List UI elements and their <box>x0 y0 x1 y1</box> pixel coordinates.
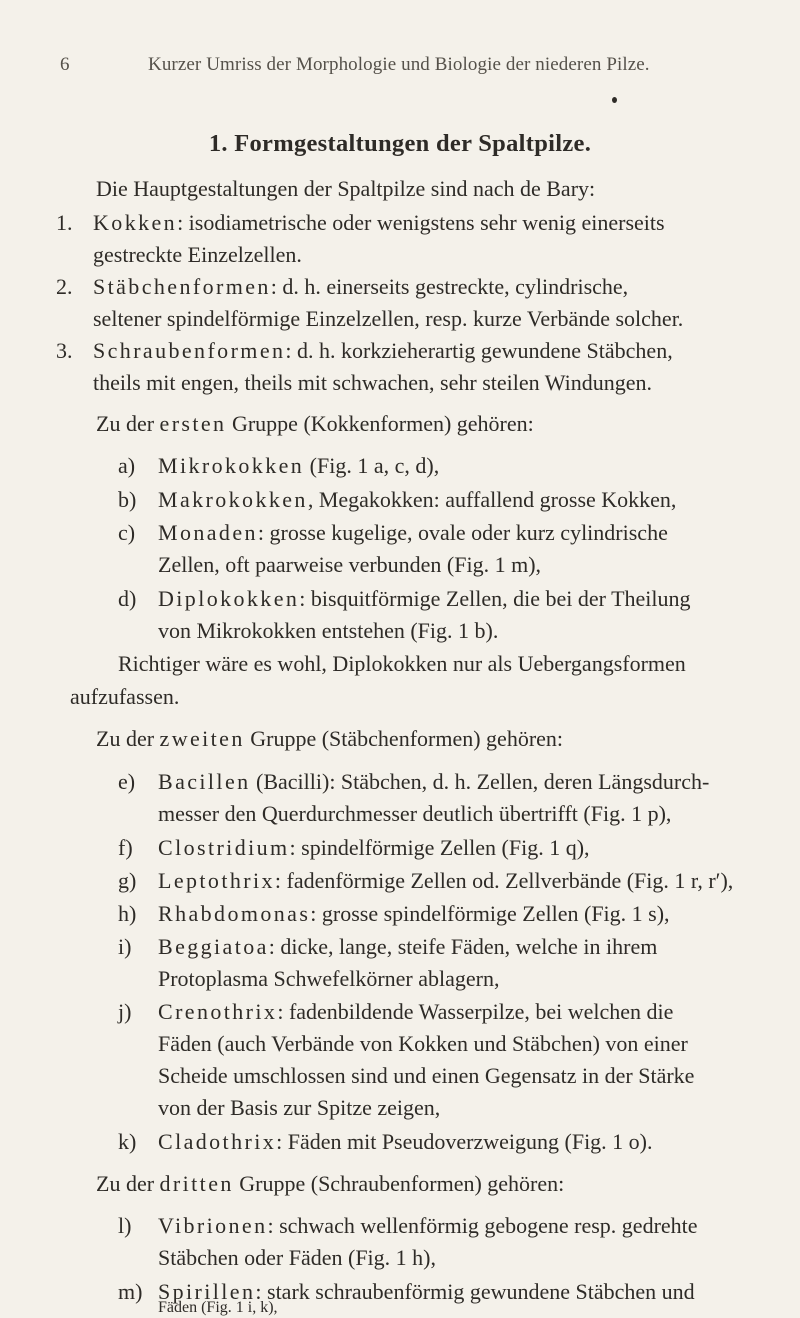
group-heading: Zu der ersten Gruppe (Kokkenformen) gehören: <box>96 411 534 436</box>
item-label: i) <box>118 934 132 959</box>
list-item: Beggiatoa: dicke, lange, steife Fäden, welche in ihrem <box>158 934 658 959</box>
list-item: Vibrionen: schwach wellenförmig gebogene resp. gedrehte <box>158 1213 698 1238</box>
list-item: Diplokokken: bisquitförmige Zellen, die bei der Theilung <box>158 586 691 611</box>
group-heading: Zu der zweiten Gruppe (Stäbchenformen) gehören: <box>96 726 564 751</box>
list-item: Bacillen (Bacilli): Stäbchen, d. h. Zellen, deren Längsdurch- <box>158 769 710 794</box>
list-item-continuation: Fäden (Fig. 1 i, k), <box>158 1299 278 1316</box>
running-header <box>60 54 740 84</box>
term: Mikrokokken <box>158 453 305 478</box>
list-item: Rhabdomonas: grosse spindelförmige Zellen (Fig. 1 s), <box>158 901 670 926</box>
item-label: m) <box>118 1279 143 1304</box>
term: Leptothrix <box>158 868 275 893</box>
term: Kokken <box>93 210 178 235</box>
list-item-continuation: messer den Querdurchmesser deutlich übertrifft (Fig. 1 p), <box>158 801 672 826</box>
term: Crenothrix <box>158 999 278 1024</box>
list-item-continuation: von der Basis zur Spitze zeigen, <box>158 1095 441 1120</box>
list-item: Clostridium: spindelförmige Zellen (Fig. 1 q), <box>158 835 590 860</box>
list-item: Schraubenformen: d. h. korkzieherartig gewundene Stäbchen, <box>93 338 673 363</box>
page-number: 6 <box>60 54 70 75</box>
list-item-continuation: Stäbchen oder Fäden (Fig. 1 h), <box>158 1245 436 1270</box>
list-item-continuation: Fäden (auch Verbände von Kokken und Stäbchen) von einer <box>158 1031 688 1056</box>
item-label: h) <box>118 901 137 926</box>
note-paragraph-continuation: aufzufassen. <box>70 684 180 709</box>
item-label: c) <box>118 520 136 545</box>
list-item: Leptothrix: fadenförmige Zellen od. Zellverbände (Fig. 1 r, r′), <box>158 868 734 893</box>
list-item: Kokken: isodiametrische oder wenigstens sehr wenig einerseits <box>93 210 665 235</box>
term: Stäbchenformen <box>93 274 271 299</box>
running-title: Kurzer Umriss der Morphologie und Biologie der niederen Pilze. <box>148 54 650 75</box>
section-title: 1. Formgestaltungen der Spaltpilze. <box>208 130 592 157</box>
list-item: Stäbchenformen: d. h. einerseits gestreckte, cylindrische, <box>93 274 629 299</box>
list-item-continuation: Zellen, oft paarweise verbunden (Fig. 1 m), <box>158 552 542 577</box>
intro-paragraph: Die Hauptgestaltungen der Spaltpilze sind nach de Bary: <box>96 176 596 201</box>
list-item: Makrokokken, Megakokken: auffallend grosse Kokken, <box>158 487 677 512</box>
ink-dot <box>612 97 617 103</box>
list-number: 2. <box>56 274 73 299</box>
group-heading: Zu der dritten Gruppe (Schraubenformen) gehören: <box>96 1171 565 1196</box>
list-item-continuation: Protoplasma Schwefelkörner ablagern, <box>158 966 500 991</box>
term: Vibrionen <box>158 1213 268 1238</box>
list-item-continuation: seltener spindelförmige Einzelzellen, resp. kurze Verbände solcher. <box>93 306 684 331</box>
term: Spirillen <box>158 1279 256 1304</box>
item-label: a) <box>118 453 136 478</box>
item-label: k) <box>118 1129 137 1154</box>
list-item: Spirillen: stark schraubenförmig gewundene Stäbchen und <box>158 1279 695 1304</box>
list-item: Crenothrix: fadenbildende Wasserpilze, bei welchen die <box>158 999 674 1024</box>
term: Cladothrix <box>158 1129 277 1154</box>
list-item: Monaden: grosse kugelige, ovale oder kurz cylindrische <box>158 520 668 545</box>
note-paragraph: Richtiger wäre es wohl, Diplokokken nur als Uebergangsformen <box>118 651 686 676</box>
term: Diplokokken <box>158 586 300 611</box>
item-label: g) <box>118 868 137 893</box>
list-item-continuation: gestreckte Einzelzellen. <box>93 242 302 267</box>
term: Rhabdomonas <box>158 901 311 926</box>
item-label: l) <box>118 1213 132 1238</box>
term: Clostridium <box>158 835 290 860</box>
term: Beggiatoa <box>158 934 269 959</box>
list-item-continuation: Scheide umschlossen sind und einen Gegensatz in der Stärke <box>158 1063 695 1088</box>
item-label: d) <box>118 586 137 611</box>
list-item-continuation: theils mit engen, theils mit schwachen, sehr steilen Windungen. <box>93 370 652 395</box>
item-label: b) <box>118 487 137 512</box>
list-number: 1. <box>56 210 73 235</box>
list-item: Cladothrix: Fäden mit Pseudoverzweigung (Fig. 1 o). <box>158 1129 653 1154</box>
term: Makrokokken <box>158 487 308 512</box>
term: Monaden <box>158 520 258 545</box>
item-label: e) <box>118 769 136 794</box>
list-item-continuation: von Mikrokokken entstehen (Fig. 1 b). <box>158 618 499 643</box>
term: Schraubenformen <box>93 338 286 363</box>
item-label: f) <box>118 835 133 860</box>
item-label: j) <box>118 999 132 1024</box>
list-item: Mikrokokken (Fig. 1 a, c, d), <box>158 453 440 478</box>
term: Bacillen <box>158 769 251 794</box>
list-number: 3. <box>56 338 73 363</box>
